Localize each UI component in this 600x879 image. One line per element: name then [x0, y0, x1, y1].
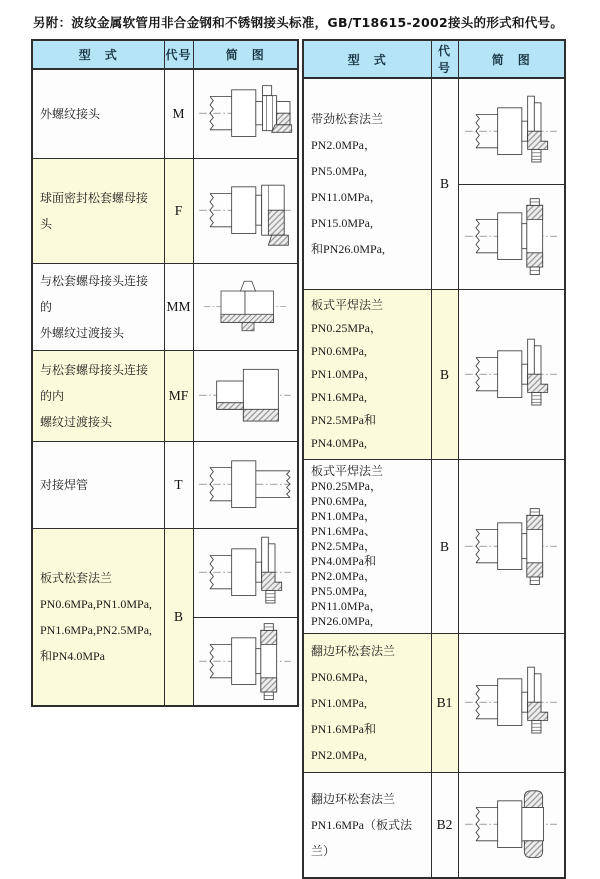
flange-riser-diagram — [459, 79, 565, 184]
fitting-type-cell — [32, 159, 164, 264]
fitting-code-cell: B — [431, 460, 458, 634]
fitting-type-cell — [303, 78, 431, 290]
male-male-adapter-diagram — [194, 269, 298, 346]
fitting-type-line: 外螺纹接头 — [40, 107, 101, 121]
fitting-type-line: PN1.0MPa，PN1.6MPa、 — [311, 509, 377, 538]
fitting-type-cell — [32, 264, 164, 351]
sketch-stack — [459, 773, 565, 877]
table-row — [303, 634, 565, 773]
fitting-sketch-cell — [193, 69, 298, 159]
sketch-stack — [459, 496, 565, 598]
flange-riser-diagram — [194, 529, 298, 617]
male-thread-diagram — [194, 70, 298, 158]
table-row — [32, 69, 298, 159]
fitting-code-cell: T — [164, 442, 193, 529]
fitting-type-line: 螺纹过渡接头 — [40, 415, 113, 429]
fitting-type-line: 球面密封松套螺母接头 — [40, 191, 149, 231]
sketch-stack — [194, 159, 298, 263]
fitting-type-line: PN2.0MPa，PN5.0MPa, — [311, 138, 377, 178]
fitting-type-line: 带劲松套法兰 — [311, 112, 384, 126]
fitting-code-cell: B1 — [431, 634, 458, 773]
fitting-type-line: PN2.5MPa和PN4.0MPa, — [311, 413, 377, 450]
fitting-code-cell: B — [431, 290, 458, 460]
fitting-table-right — [302, 39, 566, 879]
fitting-type-line: 外螺纹过渡接头 — [40, 326, 125, 340]
fitting-type-line: 对接焊管 — [40, 478, 89, 492]
fitting-type-line: PN0.25MPa，PN0.6MPa, — [311, 479, 383, 508]
sketch-stack — [194, 442, 298, 528]
fitting-code-cell: M — [164, 69, 193, 159]
plate-flange-diagram — [459, 773, 565, 877]
sketch-stack — [194, 70, 298, 158]
column-header-code: 代号 — [164, 40, 193, 69]
sketch-stack — [459, 323, 565, 427]
fitting-sketch-cell — [458, 634, 565, 773]
fitting-type-line: PN2.0MPa，PN5.0MPa, — [311, 569, 377, 598]
table-row — [303, 773, 565, 879]
fitting-type-line: 和PN26.0MPa, — [311, 242, 386, 256]
fitting-type-line: 翻边环松套法兰 — [311, 792, 396, 806]
fitting-type-line: PN0.6MPa，PN1.0MPa, — [311, 670, 377, 710]
fitting-sketch-cell — [458, 290, 565, 460]
column-header-type: 型 式 — [32, 40, 164, 69]
fitting-type-line: PN0.25MPa，PN0.6MPa, — [311, 321, 383, 358]
fitting-type-cell — [303, 290, 431, 460]
fitting-type-line: 板式平焊法兰 — [311, 464, 384, 478]
table-header-left — [32, 40, 298, 69]
fitting-type-cell — [303, 773, 431, 879]
male-female-adapter-diagram — [194, 351, 298, 441]
header-row — [32, 40, 298, 69]
sketch-stack — [459, 79, 565, 289]
fitting-type-cell — [303, 634, 431, 773]
header-row — [303, 40, 565, 78]
butt-weld-pipe-diagram — [194, 442, 298, 528]
fitting-sketch-cell — [458, 460, 565, 634]
fitting-code-cell: MM — [164, 264, 193, 351]
fitting-sketch-cell — [458, 78, 565, 290]
fitting-code-cell: F — [164, 159, 193, 264]
fitting-type-line: PN11.0MPa，PN15.0MPa, — [311, 190, 382, 230]
sketch-stack — [194, 269, 298, 346]
table-row — [303, 290, 565, 460]
flange-bolts-diagram — [459, 496, 565, 598]
sketch-stack — [194, 351, 298, 441]
fitting-type-cell — [32, 351, 164, 442]
flange-riser-diagram — [459, 323, 565, 427]
table-row — [303, 78, 565, 290]
fitting-sketch-cell — [193, 351, 298, 442]
fitting-sketch-cell — [458, 773, 565, 879]
flange-bolts-diagram — [194, 617, 298, 705]
fitting-type-cell — [32, 529, 164, 707]
flange-riser-diagram — [459, 651, 565, 755]
table-row — [32, 159, 298, 264]
fitting-type-line: 与松套螺母接头连接的内 — [40, 363, 149, 403]
table-row — [32, 264, 298, 351]
table-row — [32, 442, 298, 529]
fitting-code-cell: MF — [164, 351, 193, 442]
fitting-type-cell — [303, 460, 431, 634]
fitting-type-line: PN2.5MPa，PN4.0MPa和 — [311, 539, 377, 568]
fitting-type-line: 与松套螺母接头连接的 — [40, 274, 149, 314]
fitting-sketch-cell — [193, 529, 298, 707]
fitting-type-line: PN11.0MPa，PN26.0MPa, — [311, 599, 382, 628]
column-header-sketch: 简 图 — [458, 40, 565, 78]
page-title: 另附：波纹金属软管用非合金钢和不锈钢接头标准，GB/T18615-2002接头的形式和代号。 — [33, 15, 564, 30]
sketch-stack — [194, 529, 298, 705]
fitting-table-left — [31, 39, 299, 707]
fitting-type-line: PN1.6MPa和PN2.0MPa, — [311, 722, 377, 762]
fitting-type-cell — [32, 69, 164, 159]
fitting-type-line: PN1.0MPa，PN1.6MPa, — [311, 367, 377, 404]
table-row — [303, 460, 565, 634]
table-header-right — [303, 40, 565, 78]
sketch-stack — [459, 651, 565, 755]
table-row — [32, 529, 298, 707]
fitting-type-line: 翻边环松套法兰 — [311, 644, 396, 658]
fitting-type-line: PN1.6MPa（板式法兰） — [311, 818, 413, 858]
loose-nut-diagram — [194, 159, 298, 263]
fitting-code-cell: B — [164, 529, 193, 707]
fitting-sketch-cell — [193, 442, 298, 529]
fitting-code-cell: B2 — [431, 773, 458, 879]
column-header-type: 型 式 — [303, 40, 431, 78]
fitting-type-line: PN1.6MPa,PN2.5MPa, — [40, 623, 153, 637]
fitting-type-line: 板式松套法兰 — [40, 571, 113, 585]
fitting-sketch-cell — [193, 159, 298, 264]
table-row — [32, 351, 298, 442]
fitting-type-line: PN0.6MPa,PN1.0MPa, — [40, 597, 153, 611]
fitting-code-cell: B — [431, 78, 458, 290]
fitting-tables — [31, 39, 566, 879]
fitting-type-line: 和PN4.0MPa — [40, 649, 106, 663]
fitting-sketch-cell — [193, 264, 298, 351]
fitting-type-line: 板式平焊法兰 — [311, 298, 384, 312]
column-header-code: 代号 — [431, 40, 458, 78]
column-header-sketch: 简 图 — [193, 40, 298, 69]
flange-bolts-diagram — [459, 184, 565, 289]
fitting-type-cell — [32, 442, 164, 529]
